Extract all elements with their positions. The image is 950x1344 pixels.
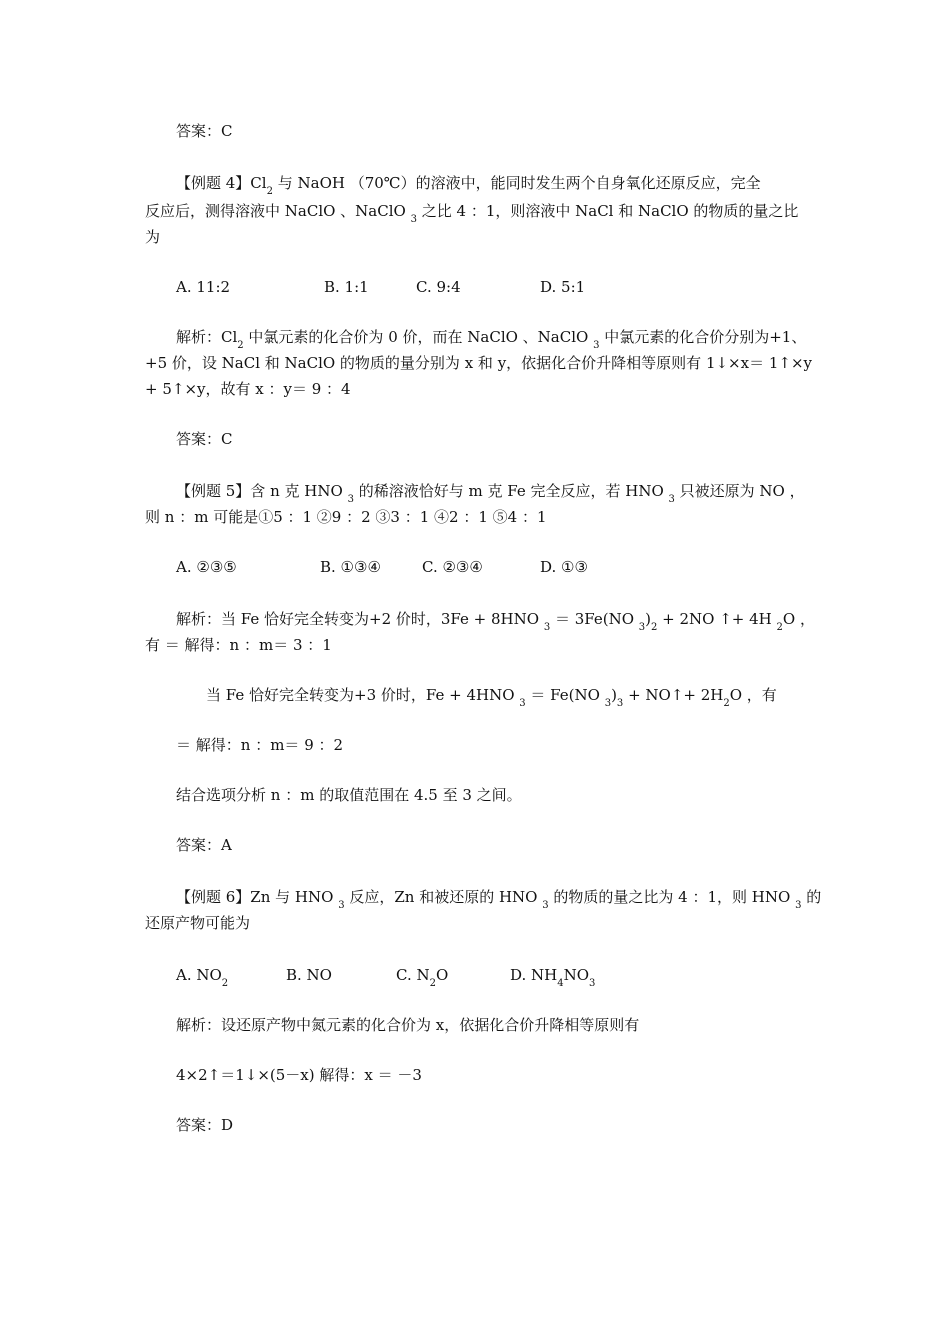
example4-question-line1: 【例题 4】$Cl_2$ 与 NaOH （70℃）的溶液中，能同时发生两个自身氧化还原反应，完全 bbox=[176, 174, 761, 197]
example6-question-line1: 【例题 6】Zn 与 HNO $_3$ 反应，Zn 和被还原的 HNO $_3$ 的物质的量之比为 4 ：1，则 HNO $_3$ 的 bbox=[176, 888, 822, 911]
example4-question-line2: 反应后，测得溶液中 NaClO 、NaClO $_3$ 之比 4 ：1，则溶液中 NaCl 和 NaClO 的物质的量之比 bbox=[145, 202, 799, 225]
example4-solution-line3: + 5↑×y，故有 x ：y＝ 9 ：4 bbox=[145, 380, 351, 398]
example6-option-a: A. $NO_2$ bbox=[176, 966, 229, 989]
answer-line: 答案：C bbox=[176, 122, 233, 140]
example4-solution-line1: 解析：$Cl_2$ 中氯元素的化合价为 0 价，而在 NaClO 、NaClO $_3$ 中氯元素的化合价分别为+1、 bbox=[176, 328, 807, 351]
example4-answer: 答案：C bbox=[176, 430, 233, 448]
example5-option-b: B. ①③④ bbox=[320, 558, 381, 576]
example4-option-a: A. 11:2 bbox=[176, 278, 231, 296]
example5-solution-line3: 当 Fe 恰好完全转变为+3 价时，Fe + 4HNO $_3$ ＝ Fe(NO $_3)_3$ + NO↑+ $2H_2O$ ，有 bbox=[206, 686, 777, 709]
example6-question-line2: 还原产物可能为 bbox=[145, 914, 251, 932]
example6-answer: 答案：D bbox=[176, 1116, 234, 1134]
example4-option-c: C. 9:4 bbox=[416, 278, 461, 296]
example5-solution-line5: 结合选项分析 n ：m 的取值范围在 4.5 至 3 之间。 bbox=[176, 786, 522, 804]
example5-option-c: C. ②③④ bbox=[422, 558, 483, 576]
example6-option-c: C. $N_2O$ bbox=[396, 966, 449, 989]
example5-solution-line2: 有 ＝ 解得：n ：m＝ 3 ：1 bbox=[145, 636, 332, 654]
example6-option-d: D. $NH_4NO_3$ bbox=[510, 966, 596, 989]
example4-solution-line2: +5 价，设 NaCl 和 NaClO 的物质的量分别为 x 和 y，依据化合价升降相等原则有 1↓×x＝ 1↑×y bbox=[145, 354, 813, 372]
example5-question-line1: 【例题 5】含 n 克 HNO $_3$ 的稀溶液恰好与 m 克 Fe 完全反应，若 HNO $_3$ 只被还原为 NO ， bbox=[176, 482, 805, 505]
example6-option-b: B. NO bbox=[286, 966, 332, 984]
example5-option-d: D. ①③ bbox=[540, 558, 588, 576]
example5-solution-line1: 解析：当 Fe 恰好完全转变为+2 价时，3Fe + 8HNO $_3$ ＝ 3Fe(NO $_3)_2 + 2NO$ ↑+ 4H $_2$O ， bbox=[176, 610, 815, 633]
example5-solution-line4: ＝ 解得：n ：m＝ 9 ：2 bbox=[176, 736, 344, 754]
example6-solution-line2: 4×2↑＝1↓×(5－x) 解得：x ＝ －3 bbox=[176, 1066, 422, 1084]
example5-answer: 答案：A bbox=[176, 836, 232, 854]
example5-question-line2: 则 n ：m 可能是①5 ：1 ②9 ：2 ③3 ：1 ④2 ：1 ⑤4 ：1 bbox=[145, 508, 547, 526]
example4-question-line3: 为 bbox=[145, 228, 161, 246]
example5-option-a: A. ②③⑤ bbox=[176, 558, 237, 576]
example4-option-d: D. 5:1 bbox=[540, 278, 586, 296]
example4-option-b: B. 1:1 bbox=[324, 278, 369, 296]
example6-solution-line1: 解析：设还原产物中氮元素的化合价为 x，依据化合价升降相等原则有 bbox=[176, 1016, 640, 1034]
